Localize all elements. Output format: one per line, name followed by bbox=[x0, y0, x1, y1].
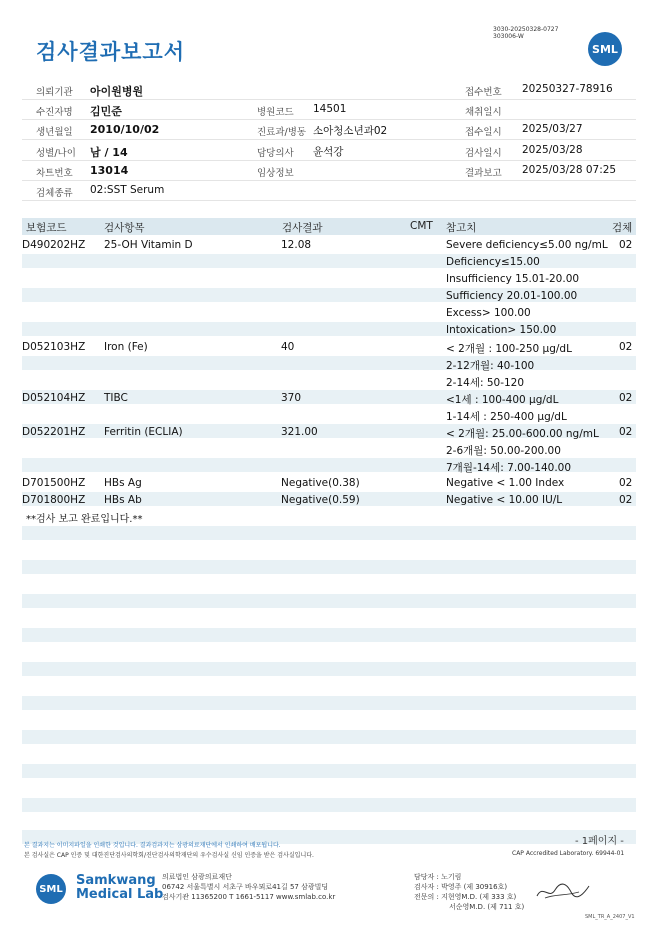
cell-reference: 2-14세: 50-120 bbox=[446, 377, 525, 389]
header-label: 검체종류 bbox=[36, 188, 73, 199]
footnote-print: 본 결과지는 이미지파일을 인쇄한 것입니다. 결과검과지는 삼광의료재단에서 인쇄하여 배포됩니다. bbox=[24, 842, 281, 849]
header-value: 2025/03/28 07:25 bbox=[522, 164, 617, 176]
cell-reference: < 2개월: 25.00-600.00 ng/mL bbox=[446, 428, 599, 440]
samkwang-logo-icon: SML bbox=[36, 874, 66, 904]
header-label: 생년월일 bbox=[36, 127, 73, 138]
cell-reference: Intoxication> 150.00 bbox=[446, 324, 557, 336]
cell-specimen: 02 bbox=[619, 239, 633, 251]
cell-insurance-code: D490202HZ bbox=[22, 239, 86, 251]
cell-reference: Severe deficiency≤5.00 ng/mL bbox=[446, 239, 608, 251]
header-row-divider bbox=[22, 200, 636, 201]
header-value: 2025/03/28 bbox=[522, 144, 583, 156]
document-id-line: 303006-W bbox=[493, 33, 524, 40]
cell-reference: 2-6개월: 50.00-200.00 bbox=[446, 445, 561, 457]
cell-reference: Deficiency≤15.00 bbox=[446, 256, 540, 268]
header-label: 접수일시 bbox=[465, 127, 502, 138]
footnote-accreditation: 본 검사실은 CAP 인증 및 대한진단검사의학회/진단검사의학재단의 우수검사실 신임 인증을 받은 검사실입니다. bbox=[24, 852, 314, 859]
header-label: 검사일시 bbox=[465, 148, 502, 159]
cell-reference: <1세 : 100-400 µg/dL bbox=[446, 394, 559, 406]
col-specimen: 검체 bbox=[612, 222, 633, 234]
cell-reference: Excess> 100.00 bbox=[446, 307, 531, 319]
results-table-header bbox=[22, 218, 636, 235]
col-test-item: 검사항목 bbox=[104, 222, 145, 234]
cell-reference: Sufficiency 20.01-100.00 bbox=[446, 290, 578, 302]
header-row-divider bbox=[22, 139, 636, 140]
header-row-divider bbox=[22, 99, 636, 100]
cell-reference: < 2개월 : 100-250 µg/dL bbox=[446, 343, 572, 355]
header-label: 채취일시 bbox=[465, 107, 502, 118]
brand-name-line: Medical Lab bbox=[76, 887, 164, 902]
table-stripe bbox=[22, 254, 636, 268]
cell-test-item: HBs Ab bbox=[104, 494, 142, 506]
header-row-divider bbox=[22, 160, 636, 161]
document-id-line: 3030-20250328-0727 bbox=[493, 26, 559, 33]
cell-result: 40 bbox=[281, 341, 295, 353]
form-code: SML_TR_A_2407_V1 bbox=[585, 914, 635, 920]
header-label: 임상정보 bbox=[257, 168, 294, 179]
header-label: 의뢰기관 bbox=[36, 87, 73, 98]
cell-test-item: HBs Ag bbox=[104, 477, 142, 489]
col-cmt: CMT bbox=[410, 220, 433, 232]
cell-specimen: 02 bbox=[619, 477, 633, 489]
brand-name bbox=[76, 874, 163, 902]
cell-reference: 1-14세 : 250-400 µg/dL bbox=[446, 411, 567, 423]
cell-test-item: Iron (Fe) bbox=[104, 341, 148, 353]
cell-insurance-code: D701500HZ bbox=[22, 477, 86, 489]
col-result: 검사결과 bbox=[282, 222, 323, 234]
table-stripe bbox=[22, 594, 636, 608]
cell-insurance-code: D701800HZ bbox=[22, 494, 86, 506]
signer-line: 담당자 : 노기림 bbox=[414, 873, 462, 881]
signer-line: 서순영M.D. (제 711 호) bbox=[449, 903, 525, 911]
table-stripe bbox=[22, 628, 636, 642]
lab-address-line: 06742 서울특별시 서초구 바우뫼로41길 57 삼광빌딩 bbox=[162, 883, 329, 891]
header-label: 진료과/병동 bbox=[257, 127, 307, 138]
header-value: 남 / 14 bbox=[90, 146, 128, 159]
header-value: 13014 bbox=[90, 164, 129, 177]
table-stripe bbox=[22, 764, 636, 778]
cap-accreditation: CAP Accredited Laboratory. 69944-01 bbox=[512, 850, 625, 857]
cell-test-item: Ferritin (ECLIA) bbox=[104, 426, 183, 438]
signer-line: 전문의 : 지현영M.D. (제 333 호) bbox=[414, 893, 517, 901]
header-label: 담당의사 bbox=[257, 148, 294, 159]
lab-address bbox=[162, 872, 335, 902]
header-value: 소아청소년과02 bbox=[313, 125, 388, 137]
table-stripe bbox=[22, 526, 636, 540]
header-label: 성별/나이 bbox=[36, 148, 76, 159]
header-value: 아이원병원 bbox=[90, 85, 144, 98]
cell-insurance-code: D052103HZ bbox=[22, 341, 86, 353]
header-row-divider bbox=[22, 180, 636, 181]
brand-name-line: Samkwang bbox=[76, 873, 156, 888]
header-row-divider bbox=[22, 119, 636, 120]
document-id bbox=[493, 26, 558, 40]
lab-address-line: 검사기관 11365200 T 1661-5117 www.smlab.co.kr bbox=[162, 893, 336, 901]
header-label: 병원코드 bbox=[257, 107, 294, 118]
cell-result: 321.00 bbox=[281, 426, 318, 438]
header-value: 20250327-78916 bbox=[522, 83, 613, 95]
table-stripe bbox=[22, 730, 636, 744]
cell-result: 370 bbox=[281, 392, 302, 404]
cell-test-item: 25-OH Vitamin D bbox=[104, 239, 193, 251]
report-complete-note: **검사 보고 완료입니다.** bbox=[26, 514, 143, 525]
page-number: - 1페이지 - bbox=[575, 836, 624, 847]
report-title: 검사결과보고서 bbox=[36, 40, 186, 64]
sml-logo: SML bbox=[588, 32, 622, 66]
cell-result: Negative(0.38) bbox=[281, 477, 360, 489]
cell-insurance-code: D052201HZ bbox=[22, 426, 86, 438]
cell-reference: 7개월-14세: 7.00-140.00 bbox=[446, 462, 572, 474]
header-value: 2025/03/27 bbox=[522, 123, 583, 135]
cell-reference: 2-12개월: 40-100 bbox=[446, 360, 535, 372]
table-stripe bbox=[22, 560, 636, 574]
header-value: 2010/10/02 bbox=[90, 123, 160, 136]
table-stripe bbox=[22, 662, 636, 676]
cell-reference: Insufficiency 15.01-20.00 bbox=[446, 273, 580, 285]
table-stripe bbox=[22, 356, 636, 370]
cell-reference: Negative < 1.00 Index bbox=[446, 477, 565, 489]
signers bbox=[414, 872, 524, 912]
cell-test-item: TIBC bbox=[104, 392, 128, 404]
cell-reference: Negative < 10.00 IU/L bbox=[446, 494, 563, 506]
cell-specimen: 02 bbox=[619, 392, 633, 404]
col-reference: 참고치 bbox=[446, 222, 477, 234]
col-insurance-code: 보험코드 bbox=[26, 222, 67, 234]
table-stripe bbox=[22, 696, 636, 710]
cell-result: Negative(0.59) bbox=[281, 494, 360, 506]
cell-specimen: 02 bbox=[619, 426, 633, 438]
cell-insurance-code: D052104HZ bbox=[22, 392, 86, 404]
lab-address-line: 의료법인 삼광의료재단 bbox=[162, 873, 232, 881]
header-value: 14501 bbox=[313, 103, 347, 115]
header-label: 접수번호 bbox=[465, 87, 502, 98]
header-label: 차트번호 bbox=[36, 168, 73, 179]
header-value: 김민준 bbox=[90, 105, 122, 118]
header-value: 02:SST Serum bbox=[90, 184, 165, 196]
cell-result: 12.08 bbox=[281, 239, 312, 251]
signer-line: 검사자 : 박영주 (제 30916호) bbox=[414, 883, 508, 891]
header-label: 결과보고 bbox=[465, 168, 502, 179]
signature-image bbox=[535, 880, 591, 902]
table-stripe bbox=[22, 798, 636, 812]
cell-specimen: 02 bbox=[619, 341, 633, 353]
cell-specimen: 02 bbox=[619, 494, 633, 506]
header-value: 윤석강 bbox=[313, 146, 344, 158]
header-label: 수진자명 bbox=[36, 107, 73, 118]
